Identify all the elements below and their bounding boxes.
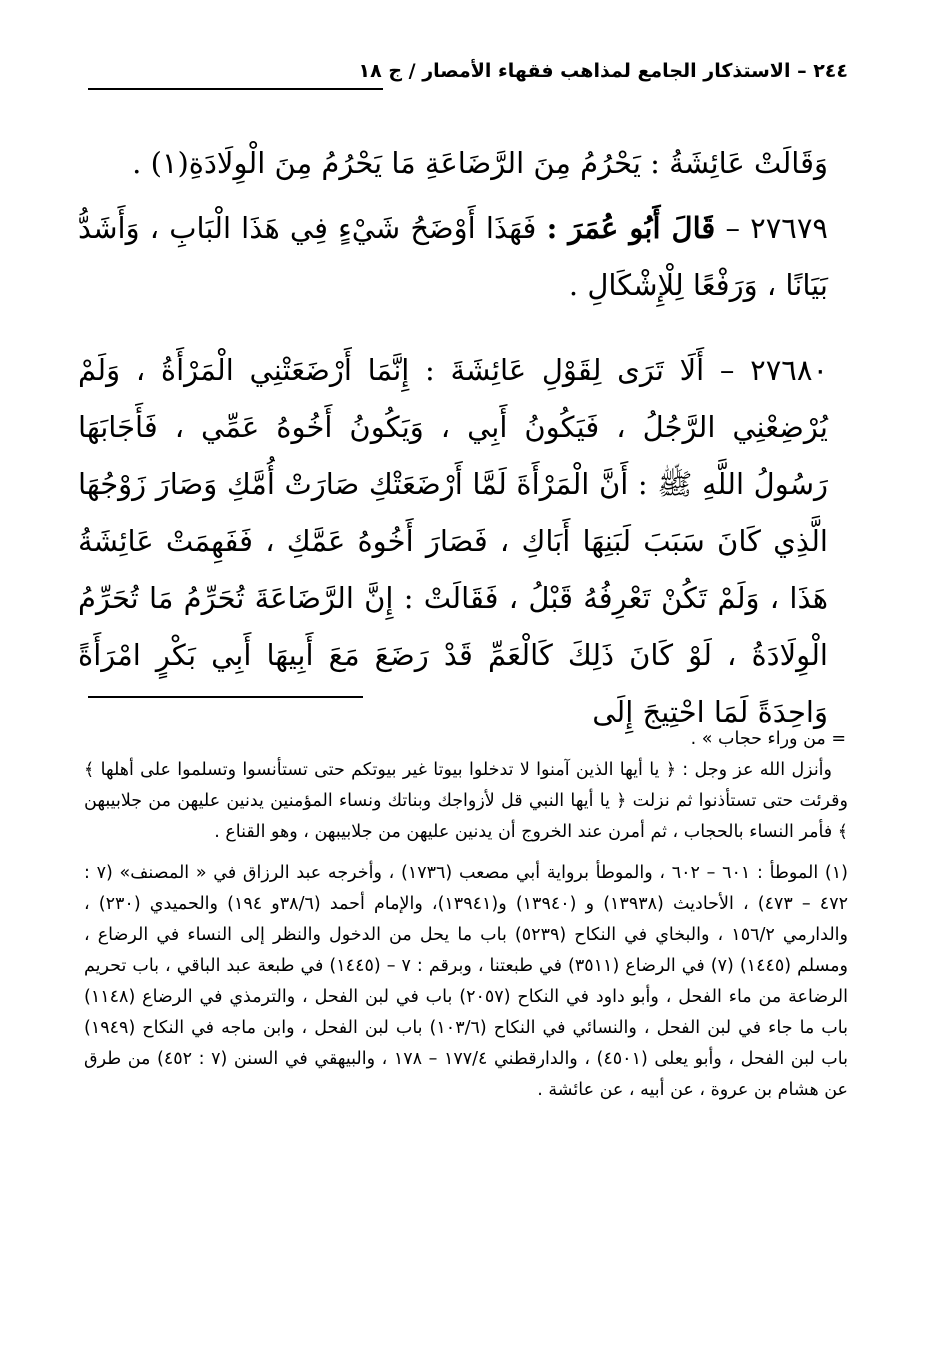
footnote-rule: [88, 696, 363, 698]
main-text: [78, 135, 848, 741]
paragraph-text: أَلَا تَرَى لِقَوْلِ عَائِشَةَ : إِنَّمَا أَرْضَعَتْنِي الْمَرْأَةُ ، وَلَمْ يُرْضِعْنِي الرَّجُلُ ، فَيَكُونُ أَبِي ، وَيَكُونُ أَخُوهُ عَمِّي ، فَأَجَابَهَا رَسُولُ اللَّهِ ﷺ : أَنَّ الْمَرْأَةَ لَمَّا أَرْضَعَتْكِ صَارَتْ أُمَّكِ وَصَارَ زَوْجُهَا الَّذِي كَانَ سَبَبَ لَبَنِهَا أَبَاكِ ، فَصَارَ أَخُوهُ عَمَّكِ ، فَفَهِمَتْ عَائِشَةُ هَذَا ، وَلَمْ تَكُنْ تَعْرِفُهُ قَبْلُ ، فَقَالَتْ : إِنَّ الرَّضَاعَةَ تُحَرِّمُ مَا تُحَرِّمُ الْوِلَادَةُ ، لَوْ كَانَ ذَلِكَ كَالْعَمِّ قَدْ رَضَعَ مَعَ أَبِيهَا أَبِي بَكْرٍ امْرَأَةً وَاحِدَةً لَمَا احْتِيجَ إِلَى: [78, 353, 828, 729]
speaker-label: قَالَ أَبُو عُمَرَ :: [546, 211, 716, 245]
footnote-quote-paragraph: وأنزل الله عز وجل : ﴿ يا أيها الذين آمنوا لا تدخلوا بيوتا غير بيوتكم حتى تستأنسوا وتسلموا على أهلها ﴾ وقرئت حتى تستأذنوا ثم نزلت ﴿ يا أيها النبي قل لأزواجك وبناتك ونساء المؤمنين يدنين عليهن من جلابيبهن ﴾ فأمر النساء بالحجاب ، ثم أمرن عند الخروج أن يدنين عليهن من جلابيبهن ، وهو القناع .: [84, 760, 848, 842]
paragraph-aisha-quote: وَقَالَتْ عَائِشَةُ : يَحْرُمُ مِنَ الرَّضَاعَةِ مَا يَحْرُمُ مِنَ الْوِلَادَةِ(١) .: [132, 146, 828, 180]
paragraph-text: فَهَذَا أَوْضَحُ شَيْءٍ فِي هَذَا الْبَابِ ، وَأَشَدُّ بَيَانًا ، وَرَفْعًا لِلْإِشْكَالِ .: [78, 211, 828, 302]
running-header: ٢٤٤ – الاستذكار الجامع لمذاهب فقهاء الأمصار / ج ١٨: [358, 60, 848, 82]
paragraph-number: ٢٧٦٨٠ –: [719, 353, 829, 387]
footnotes: [84, 724, 848, 1106]
paragraph-27680: [78, 342, 848, 741]
header-rule: [88, 88, 383, 90]
paragraph-number: ٢٧٦٧٩ –: [725, 211, 829, 245]
footnote-continuation: = من وراء حجاب » .: [690, 729, 846, 749]
footnote-1: (١) الموطأ : ٦٠١ – ٦٠٢ ، والموطأ برواية أبي مصعب (١٧٣٦) ، وأخرجه عبد الرزاق في « المصنف» (٧ : ٤٧٢ – ٤٧٣) ، الأحاديث (١٣٩٣٨) و (١٣٩٤٠) و(١٣٩٤١)، والإمام أحمد (٣٨/٦و ١٩٤) والحميدي (٢٣٠) ، والدارمي ١٥٦/٢ ، والبخاي في النكاح (٥٢٣٩) باب ما يحل من الدخول والنظر إلى النساء في الرضاع ، ومسلم (١٤٤٥) (٧) في الرضاع (٣٥١١) في طبعتنا ، وبرقم : ٧ – (١٤٤٥) في طبعة عبد الباقي ، باب تحريم الرضاعة من ماء الفحل ، وأبو داود في النكاح (٢٠٥٧) باب في لبن الفحل ، والترمذي في الرضاع (١١٤٨) باب ما جاء في لبن الفحل ، والنسائي في النكاح (١٠٣/٦) باب لبن الفحل ، وابن ماجه في النكاح (١٩٤٩) باب لبن الفحل ، وأبو يعلى (٤٥٠١) ، والدارقطني ١٧٧/٤ – ١٧٨ ، والبيهقي في السنن (٧ : ٤٥٢) من طرق عن هشام بن عروة ، عن أبيه ، عن عائشة .: [84, 863, 849, 1100]
paragraph-27679: [78, 200, 848, 314]
